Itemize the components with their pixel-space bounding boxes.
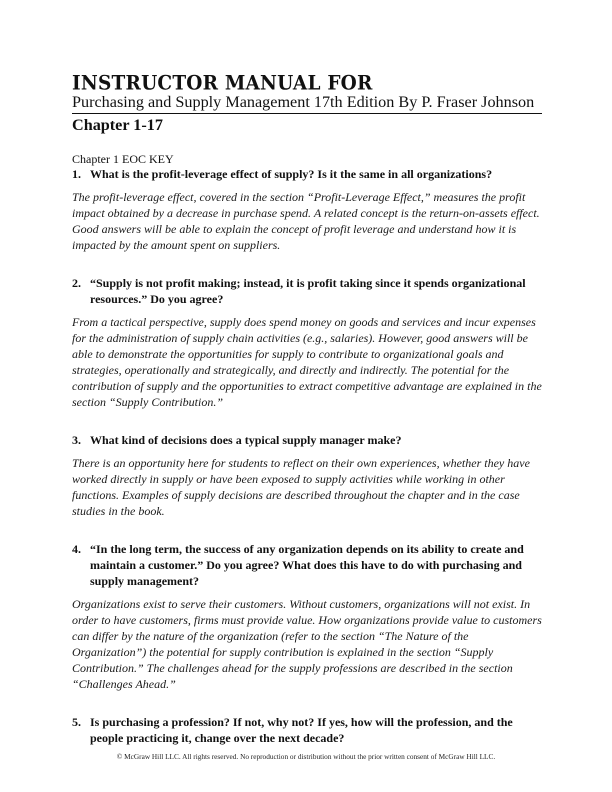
question <box>72 166 542 182</box>
document-subtitle: Purchasing and Supply Management 17th Edition By P. Fraser Johnson <box>72 93 542 114</box>
document-title: INSTRUCTOR MANUAL FOR <box>72 72 373 95</box>
chapter-range-heading: Chapter 1-17 <box>72 116 163 134</box>
answer-text: The profit-leverage effect, covered in the section “Profit-Leverage Effect,” measures the profit impact obtained by a decrease in purchase spend. A related concept is the return-on-assets effect. Good answers will be able to explain the concept of profit leverage and understand how it is impacted by the amount spent on suppliers. <box>72 190 540 252</box>
qa-item-2 <box>72 275 542 410</box>
question-text: “In the long term, the success of any organization depends on its ability to create and maintain a customer.” Do you agree? What does this have to do with purchasing and supply management? <box>90 542 524 588</box>
qa-item-3 <box>72 432 542 519</box>
question <box>72 541 542 589</box>
question-number: 3. <box>72 433 81 447</box>
section-label: Chapter 1 EOC KEY <box>72 152 174 166</box>
question-number: 5. <box>72 715 81 729</box>
question-number: 2. <box>72 276 81 290</box>
question <box>72 432 542 448</box>
question-text: What is the profit-leverage effect of supply? Is it the same in all organizations? <box>90 167 493 181</box>
question <box>72 714 542 746</box>
qa-item-5 <box>72 714 542 746</box>
answer-text: Organizations exist to serve their customers. Without customers, organizations will not exist. In order to have customers, firms must provide value. How organizations provide value to customers can differ by the nature of the organization (refer to the section “The Nature of the Organization”) the potential for supply contribution is explained in the section “Supply Contribution.” The challenges ahead for the supply professions are described in the section “Challenges Ahead.” <box>72 597 542 691</box>
question-number: 1. <box>72 167 81 181</box>
question-text: Is purchasing a profession? If not, why not? If yes, how will the profession, and the people practicing it, change over the next decade? <box>90 715 513 745</box>
document-page <box>72 72 542 746</box>
question-text: “Supply is not profit making; instead, it is profit taking since it spends organizational resources.” Do you agree? <box>90 276 526 306</box>
question <box>72 275 542 307</box>
copyright-footer: © McGraw Hill LLC. All rights reserved. No reproduction or distribution without the prior written consent of McGraw Hill LLC. <box>116 752 496 761</box>
answer-text: There is an opportunity here for students to reflect on their own experiences, whether they have worked directly in supply or have been exposed to supply activities while working in other functions. Examples of supply decisions are described throughout the chapter and in the case studies in the book. <box>72 456 530 518</box>
qa-item-1 <box>72 166 542 253</box>
answer-text: From a tactical perspective, supply does spend money on goods and services and incur expenses for the administration of supply chain activities (e.g., salaries). However, good answers will be able to demonstrate the opportunities for supply to contribute to organizational goals and strategies, operationally and strategically, and directly and indirectly. The potential for the contribution of supply and the opportunities to extract competitive advantage are explained in the section “Supply Contribution.” <box>72 315 542 409</box>
qa-item-4 <box>72 541 542 692</box>
question-text: What kind of decisions does a typical supply manager make? <box>90 433 402 447</box>
question-number: 4. <box>72 542 81 556</box>
